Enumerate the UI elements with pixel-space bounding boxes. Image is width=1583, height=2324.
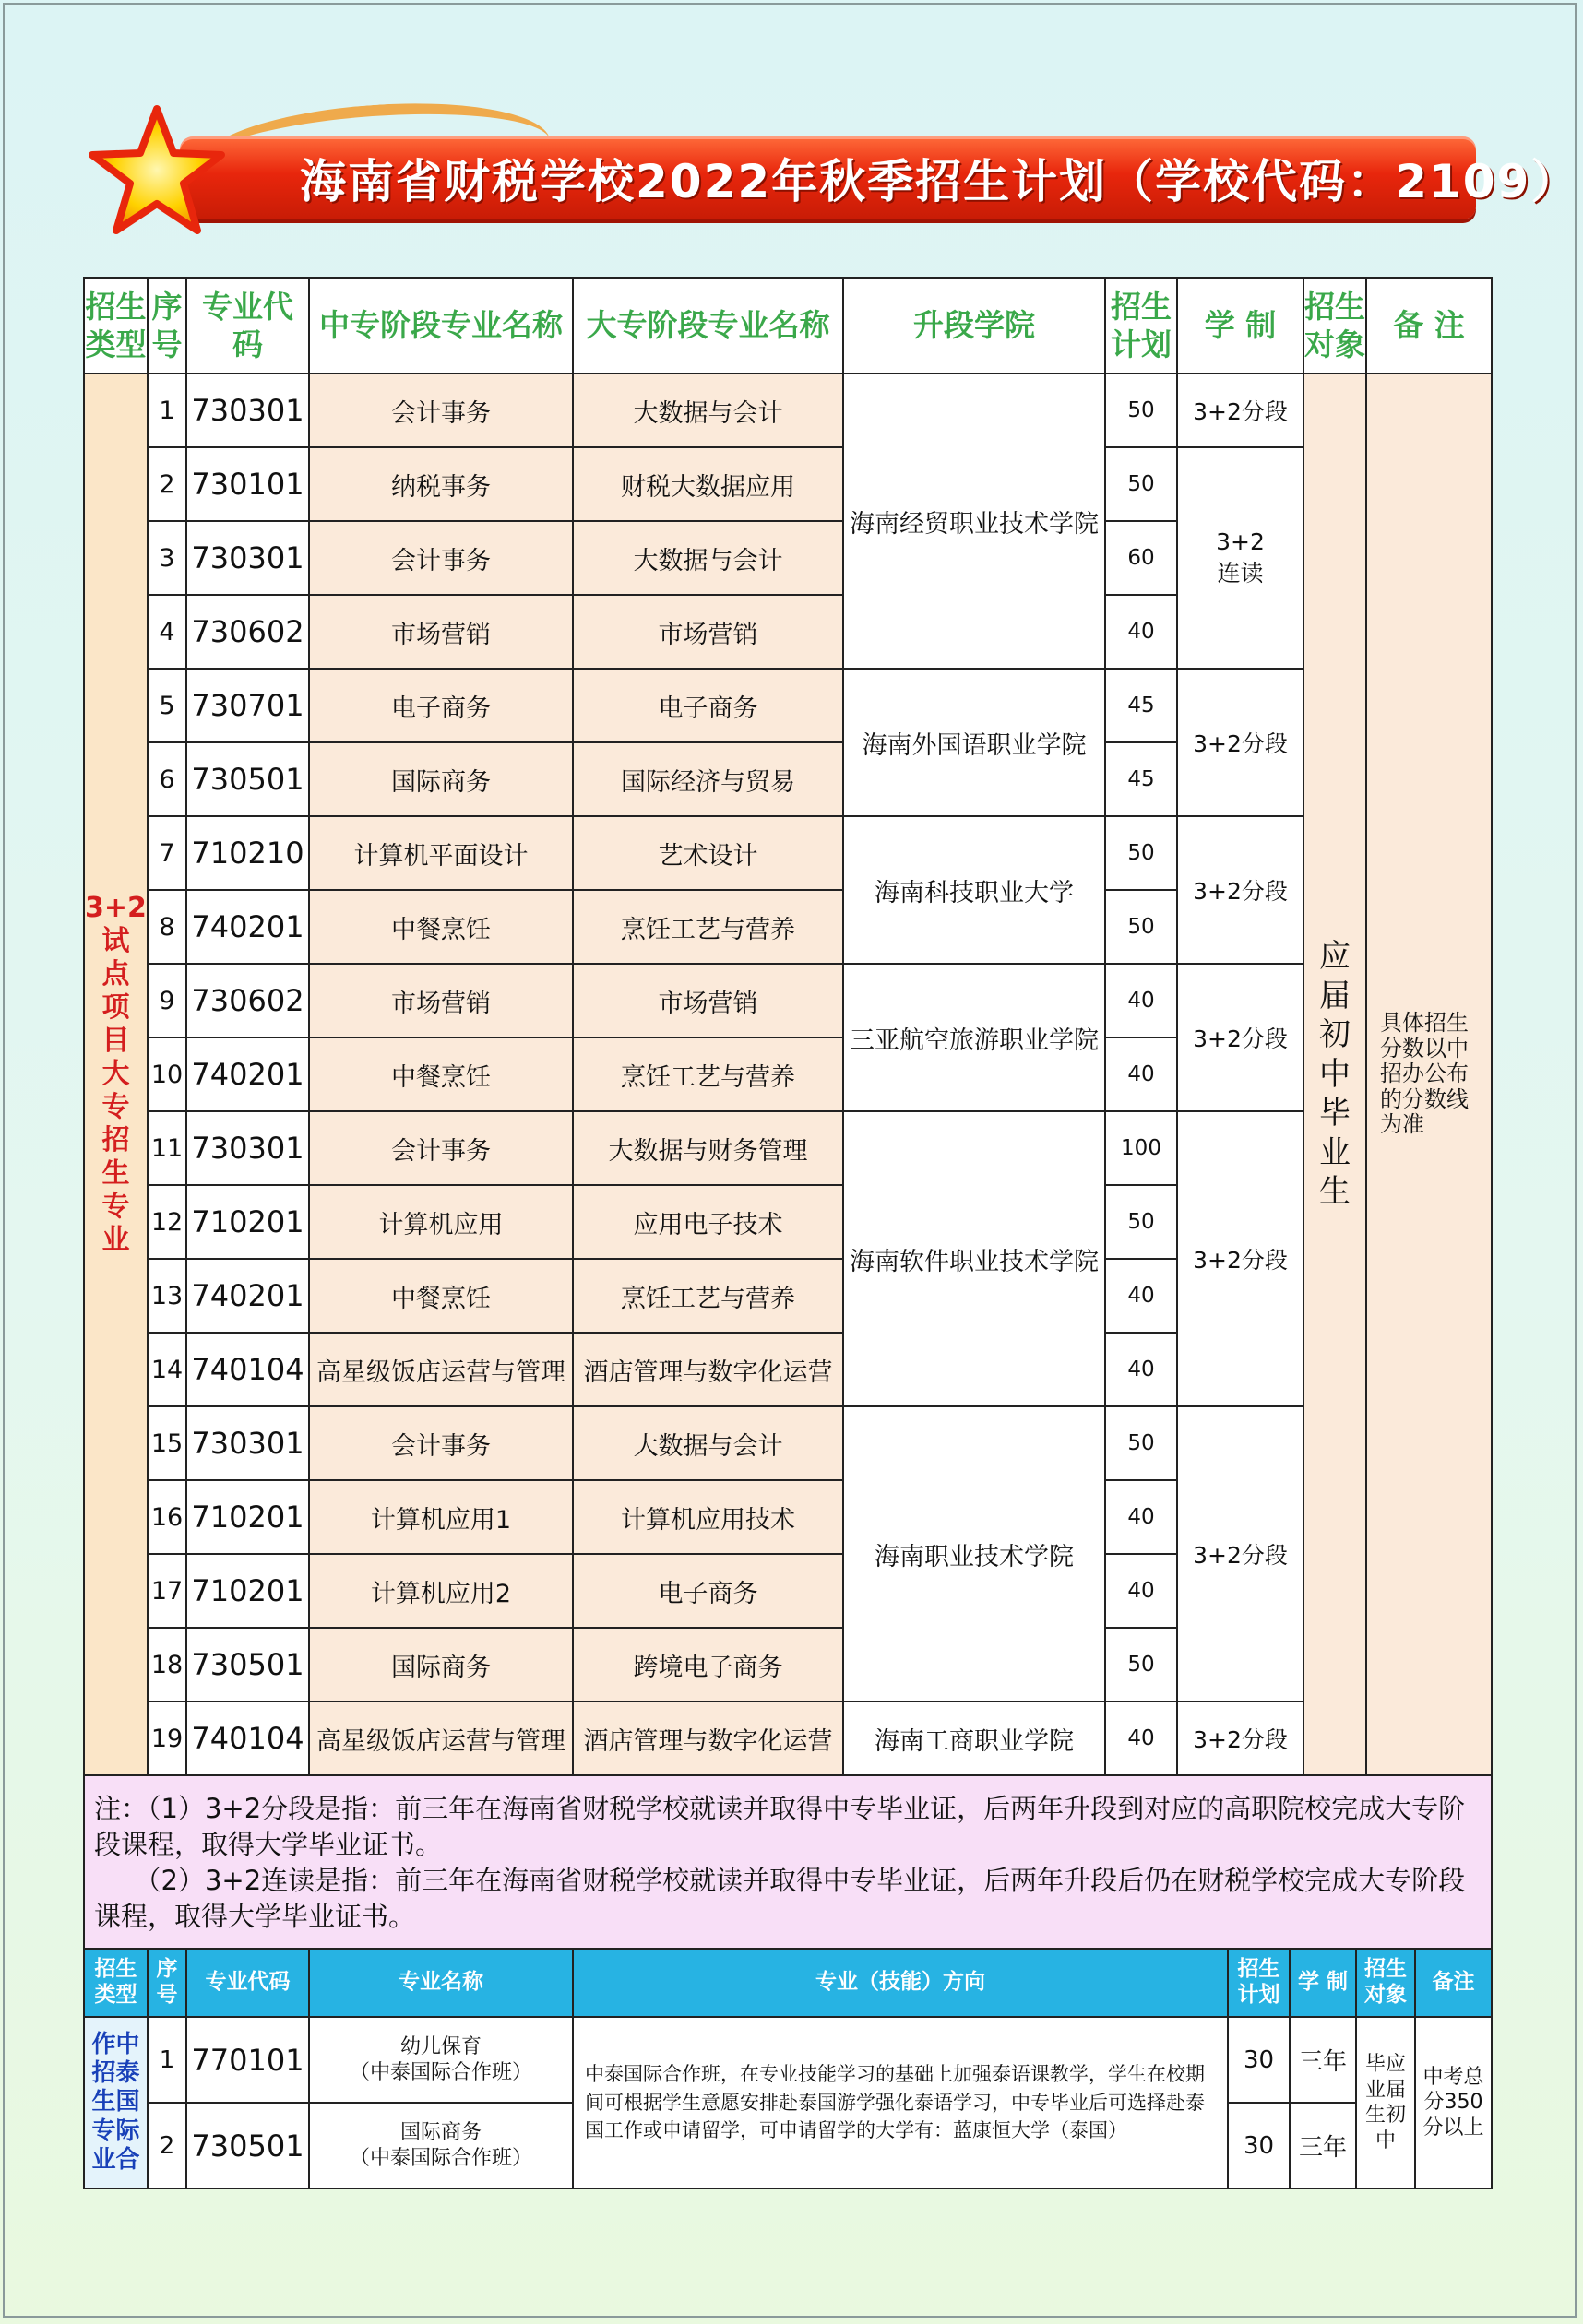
mid-major-cell: 计算机应用	[309, 1185, 573, 1259]
table-row	[84, 964, 1492, 1038]
college-major-cell: 大数据与会计	[573, 1406, 843, 1480]
header-type: 招生 类型	[84, 1949, 148, 2017]
college-major-cell: 烹饪工艺与营养	[573, 1038, 843, 1111]
table-row	[84, 447, 1492, 521]
header-remark: 备注	[1415, 1949, 1492, 2017]
college-major-cell: 市场营销	[573, 595, 843, 669]
mid-major-cell: 会计事务	[309, 1111, 573, 1185]
header-seq: 序 号	[148, 1949, 186, 2017]
remark-cell: 中考总 分350 分以上	[1415, 2017, 1492, 2188]
seq-cell: 12	[148, 1185, 186, 1259]
major-name-cell: 国际商务 （中泰国际合作班）	[309, 2103, 573, 2188]
header-code: 专业代码	[186, 278, 309, 374]
code-cell: 730501	[186, 1628, 309, 1702]
code-cell: 740104	[186, 1333, 309, 1406]
code-cell: 730602	[186, 595, 309, 669]
code-cell: 710201	[186, 1554, 309, 1628]
code-cell: 730501	[186, 2103, 309, 2188]
header-remark: 备 注	[1366, 278, 1492, 374]
college-major-cell: 财税大数据应用	[573, 447, 843, 521]
college-cell: 海南工商职业学院	[843, 1702, 1105, 1775]
plan-cell: 45	[1105, 742, 1177, 816]
college-major-cell: 计算机应用技术	[573, 1480, 843, 1554]
seq-cell: 10	[148, 1038, 186, 1111]
header-code: 专业代码	[186, 1949, 309, 2017]
code-cell: 740201	[186, 1259, 309, 1333]
seq-cell: 13	[148, 1259, 186, 1333]
target-cell: 毕应 业届 生初 中	[1356, 2017, 1415, 2188]
mid-major-cell: 计算机平面设计	[309, 816, 573, 890]
mid-major-cell: 会计事务	[309, 374, 573, 447]
plan-cell: 40	[1105, 1333, 1177, 1406]
plan-cell: 30	[1228, 2103, 1290, 2188]
college-cell: 海南经贸职业技术学院	[843, 374, 1105, 669]
target-cell: 应 届 初 中 毕 业 生	[1303, 374, 1366, 1775]
mid-major-cell: 纳税事务	[309, 447, 573, 521]
plan-cell: 40	[1105, 1038, 1177, 1111]
header-college-major: 大专阶段专业名称	[573, 278, 843, 374]
college-major-cell: 酒店管理与数字化运营	[573, 1333, 843, 1406]
college-cell: 海南职业技术学院	[843, 1406, 1105, 1702]
code-cell: 710210	[186, 816, 309, 890]
table-row	[84, 816, 1492, 890]
mid-major-cell: 会计事务	[309, 1406, 573, 1480]
plan-cell: 50	[1105, 1185, 1177, 1259]
thai-program-table	[83, 1948, 1493, 2189]
header-system: 学 制	[1290, 1949, 1356, 2017]
plan-cell: 60	[1105, 521, 1177, 595]
table-header-row	[84, 278, 1492, 374]
college-major-cell: 大数据与会计	[573, 374, 843, 447]
header-college: 升段学院	[843, 278, 1105, 374]
direction-cell: 中泰国际合作班，在专业技能学习的基础上加强泰语课教学，学生在校期间可根据学生意愿安排赴泰国游学强化泰语学习，中专毕业后可选择赴泰国工作或申请留学，可申请留学的大学有：蓝康恒大学（泰国）	[573, 2017, 1228, 2188]
seq-cell: 9	[148, 964, 186, 1038]
seq-cell: 3	[148, 521, 186, 595]
header-name: 专业名称	[309, 1949, 573, 2017]
mid-major-cell: 国际商务	[309, 742, 573, 816]
code-cell: 730101	[186, 447, 309, 521]
mid-major-cell: 高星级饭店运营与管理	[309, 1333, 573, 1406]
title-banner	[88, 101, 1579, 232]
plan-cell: 50	[1105, 890, 1177, 964]
seq-cell: 1	[148, 2017, 186, 2103]
seq-cell: 8	[148, 890, 186, 964]
header-seq: 序 号	[148, 278, 186, 374]
mid-major-cell: 市场营销	[309, 595, 573, 669]
college-major-cell: 电子商务	[573, 669, 843, 742]
plan-cell: 40	[1105, 1554, 1177, 1628]
star-icon	[88, 101, 226, 240]
note-row	[84, 1775, 1492, 1950]
system-cell: 3+2分段	[1177, 964, 1303, 1111]
plan-cell: 50	[1105, 816, 1177, 890]
college-cell: 海南软件职业技术学院	[843, 1111, 1105, 1406]
college-major-cell: 大数据与会计	[573, 521, 843, 595]
table-row	[84, 1406, 1492, 1480]
page-title: 海南省财税学校2022年秋季招生计划（学校代码：2109）	[300, 155, 1579, 208]
plan-cell: 40	[1105, 964, 1177, 1038]
code-cell: 730602	[186, 964, 309, 1038]
college-major-cell: 应用电子技术	[573, 1185, 843, 1259]
college-major-cell: 艺术设计	[573, 816, 843, 890]
seq-cell: 17	[148, 1554, 186, 1628]
college-major-cell: 电子商务	[573, 1554, 843, 1628]
mid-major-cell: 中餐烹饪	[309, 1259, 573, 1333]
plan-cell: 40	[1105, 1702, 1177, 1775]
plan-cell: 100	[1105, 1111, 1177, 1185]
system-cell: 3+2分段	[1177, 1702, 1303, 1775]
title-bar	[180, 136, 1579, 219]
plan-cell: 50	[1105, 447, 1177, 521]
mid-major-cell: 中餐烹饪	[309, 890, 573, 964]
code-cell: 740104	[186, 1702, 309, 1775]
mid-major-cell: 中餐烹饪	[309, 1038, 573, 1111]
mid-major-cell: 电子商务	[309, 669, 573, 742]
code-cell: 770101	[186, 2017, 309, 2103]
table-row	[84, 1702, 1492, 1775]
seq-cell: 7	[148, 816, 186, 890]
seq-cell: 2	[148, 447, 186, 521]
system-cell: 3+2分段	[1177, 669, 1303, 816]
college-major-cell: 烹饪工艺与营养	[573, 1259, 843, 1333]
plan-cell: 40	[1105, 595, 1177, 669]
notes: 注：（1）3+2分段是指：前三年在海南省财税学校就读并取得中专毕业证，后两年升段到对应的高职院校完成大专阶段课程，取得大学毕业证书。 （2）3+2连读是指：前三年在海南省财税学校就读并取得中专毕业证，后两年升段后仍在财税学校完成大专阶段课程，取得大学毕业证书。	[84, 1775, 1492, 1950]
system-cell: 3+2分段	[1177, 374, 1303, 447]
header-system: 学 制	[1177, 278, 1303, 374]
college-major-cell: 市场营销	[573, 964, 843, 1038]
mid-major-cell: 市场营销	[309, 964, 573, 1038]
college-major-cell: 国际经济与贸易	[573, 742, 843, 816]
code-cell: 730301	[186, 521, 309, 595]
seq-cell: 1	[148, 374, 186, 447]
system-cell: 3+2分段	[1177, 1111, 1303, 1406]
category-cell: 作中 招泰 生国 专际 业合	[84, 2017, 148, 2188]
mid-major-cell: 计算机应用2	[309, 1554, 573, 1628]
college-major-cell: 烹饪工艺与营养	[573, 890, 843, 964]
plan-cell: 50	[1105, 1406, 1177, 1480]
plan-cell: 40	[1105, 1480, 1177, 1554]
code-cell: 730501	[186, 742, 309, 816]
plan-cell: 40	[1105, 1259, 1177, 1333]
seq-cell: 16	[148, 1480, 186, 1554]
header-direction: 专业（技能）方向	[573, 1949, 1228, 2017]
seq-cell: 15	[148, 1406, 186, 1480]
code-cell: 710201	[186, 1185, 309, 1259]
college-cell: 三亚航空旅游职业学院	[843, 964, 1105, 1111]
system-cell: 3+2分段	[1177, 816, 1303, 964]
code-cell: 740201	[186, 1038, 309, 1111]
table-row	[84, 2017, 1492, 2103]
header-mid-major: 中专阶段专业名称	[309, 278, 573, 374]
code-cell: 730701	[186, 669, 309, 742]
seq-cell: 18	[148, 1628, 186, 1702]
remark-cell: 具体招生 分数以中 招办公布 的分数线 为准	[1366, 374, 1492, 1775]
college-cell: 海南外国语职业学院	[843, 669, 1105, 816]
mid-major-cell: 会计事务	[309, 521, 573, 595]
table-row	[84, 1111, 1492, 1185]
header-plan: 招生 计划	[1105, 278, 1177, 374]
system-cell: 3+2分段	[1177, 1406, 1303, 1702]
table-row	[84, 374, 1492, 447]
table-header-row	[84, 1949, 1492, 2017]
plan-cell: 50	[1105, 1628, 1177, 1702]
system-cell: 三年	[1290, 2017, 1356, 2103]
code-cell: 730301	[186, 1111, 309, 1185]
mid-major-cell: 国际商务	[309, 1628, 573, 1702]
seq-cell: 2	[148, 2103, 186, 2188]
seq-cell: 6	[148, 742, 186, 816]
header-plan: 招生 计划	[1228, 1949, 1290, 2017]
major-name-cell: 幼儿保育 （中泰国际合作班）	[309, 2017, 573, 2103]
mid-major-cell: 计算机应用1	[309, 1480, 573, 1554]
system-cell: 3+2 连读	[1177, 447, 1303, 669]
plan-cell: 50	[1105, 374, 1177, 447]
college-cell: 海南科技职业大学	[843, 816, 1105, 964]
plan-cell: 30	[1228, 2017, 1290, 2103]
seq-cell: 14	[148, 1333, 186, 1406]
college-major-cell: 大数据与财务管理	[573, 1111, 843, 1185]
seq-cell: 19	[148, 1702, 186, 1775]
system-cell: 三年	[1290, 2103, 1356, 2188]
category-cell: 3+2 试 点 项 目 大 专 招 生 专 业	[84, 374, 148, 1775]
plan-cell: 45	[1105, 669, 1177, 742]
table-row	[84, 669, 1492, 742]
college-major-cell: 酒店管理与数字化运营	[573, 1702, 843, 1775]
seq-cell: 5	[148, 669, 186, 742]
college-major-cell: 跨境电子商务	[573, 1628, 843, 1702]
code-cell: 710201	[186, 1480, 309, 1554]
code-cell: 730301	[186, 374, 309, 447]
enrollment-table	[83, 277, 1493, 1951]
seq-cell: 11	[148, 1111, 186, 1185]
seq-cell: 4	[148, 595, 186, 669]
header-target: 招生 对象	[1356, 1949, 1415, 2017]
header-type: 招生 类型	[84, 278, 148, 374]
mid-major-cell: 高星级饭店运营与管理	[309, 1702, 573, 1775]
code-cell: 730301	[186, 1406, 309, 1480]
code-cell: 740201	[186, 890, 309, 964]
header-target: 招生 对象	[1303, 278, 1366, 374]
